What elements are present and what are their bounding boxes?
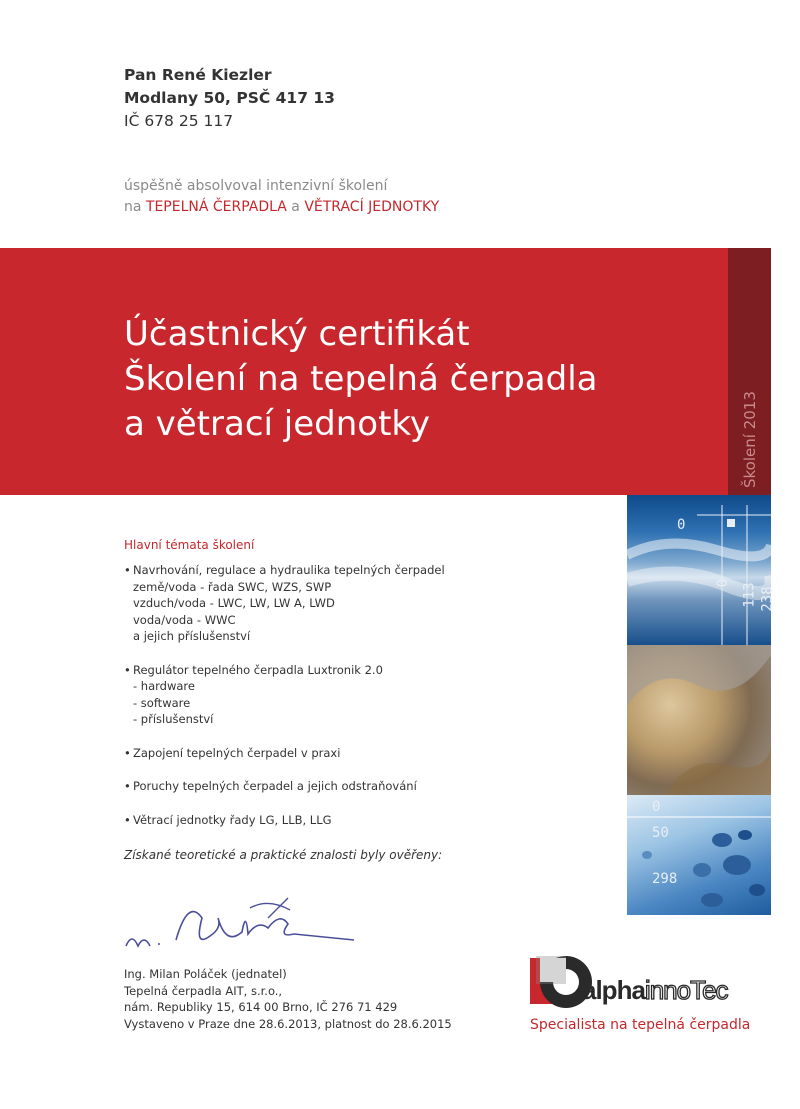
topic-sub: - hardware [133, 679, 195, 693]
topic-title: • Zapojení tepelných čerpadel v praxi [133, 745, 341, 760]
signer-name: Ing. Milan Poláček (jednatel) [124, 967, 287, 981]
sky-photo [627, 495, 776, 645]
photo-number: 238 [759, 586, 776, 612]
title-line-1: Účastnický certifikát [124, 314, 470, 354]
photo-number: 0 [652, 799, 661, 815]
logo-wordmark [582, 975, 728, 1006]
sand-texture-icon [627, 645, 771, 795]
topic-title: • Navrhování, regulace a hydraulika tepelných čerpadel [133, 563, 445, 577]
logo-innotec: innoTec [644, 975, 728, 1005]
water-drops-photo [627, 795, 771, 915]
signer-block [124, 966, 452, 1032]
logo-tagline: Specialista na tepelná čerpadla [530, 1017, 751, 1033]
drops-icon [627, 795, 771, 915]
decorative-photo-column [627, 495, 776, 915]
topic-title: • Regulátor tepelného čerpadla Luxtronik 2.0 [133, 662, 383, 677]
intro-prefix: na [124, 199, 146, 215]
photo-number: 0 [715, 578, 732, 588]
title-line-2: Školení na tepelná čerpadla [124, 359, 598, 399]
topic-item [124, 662, 604, 728]
intro-text [124, 176, 439, 218]
photo-number: 298 [652, 871, 678, 887]
topic-sub: a jejich příslušenství [133, 629, 251, 643]
topics-heading: Hlavní témata školení [124, 538, 255, 552]
photo-number: 0 [677, 517, 686, 533]
gauge-overlay-icon [627, 495, 771, 645]
recipient-name: Pan René Kiezler [124, 66, 272, 84]
topic-sub: - software [133, 695, 191, 710]
photo-number: 113 [741, 582, 758, 608]
sand-photo [627, 645, 771, 795]
topic-item [124, 562, 604, 645]
issued-date: Vystaveno v Praze dne 28.6.2013, platnost do 28.6.2015 [124, 1016, 452, 1031]
recipient-block [124, 64, 335, 133]
topic-sub: země/voda - řada SWC, WZS, SWP [133, 579, 332, 594]
topic-sub: vzduch/voda - LWC, LW, LW A, LWD [133, 596, 335, 610]
intro-highlight-heat-pumps: TEPELNÁ ČERPADLA [145, 199, 287, 215]
certificate-title [124, 312, 597, 447]
recipient-address: Modlany 50, PSČ 417 13 [124, 89, 335, 107]
banner-side-label: Školení 2013 [741, 391, 759, 488]
signature-icon [118, 888, 368, 968]
intro-highlight-ventilation: VĚTRACÍ JEDNOTKY [304, 199, 440, 215]
topic-sub: - příslušenství [133, 712, 214, 726]
topic-title: • Větrací jednotky řady LG, LLB, LLG [133, 812, 332, 827]
signer-company: Tepelná čerpadla AIT, s.r.o., [124, 983, 283, 998]
photo-number: 50 [652, 825, 669, 841]
title-line-3: a větrací jednotky [124, 404, 430, 444]
topic-item [124, 745, 604, 762]
intro-mid: a [286, 199, 305, 215]
signer-address: nám. Republiky 15, 614 00 Brno, IČ 276 71 429 [124, 1000, 398, 1014]
topics-list [124, 562, 604, 845]
recipient-ic: IČ 678 25 117 [124, 112, 234, 130]
intro-line-1: úspěšně absolvoval intenzivní školení [124, 178, 388, 194]
topic-sub: voda/voda - WWC [133, 612, 236, 627]
topic-item [124, 778, 604, 795]
topic-title: • Poruchy tepelných čerpadel a jejich odstraňování [133, 779, 417, 793]
topic-item [124, 812, 604, 829]
intro-line-2 [124, 197, 439, 218]
logo-alpha: alpha [582, 975, 645, 1005]
verified-statement: Získané teoretické a praktické znalosti byly ověřeny: [124, 848, 443, 862]
